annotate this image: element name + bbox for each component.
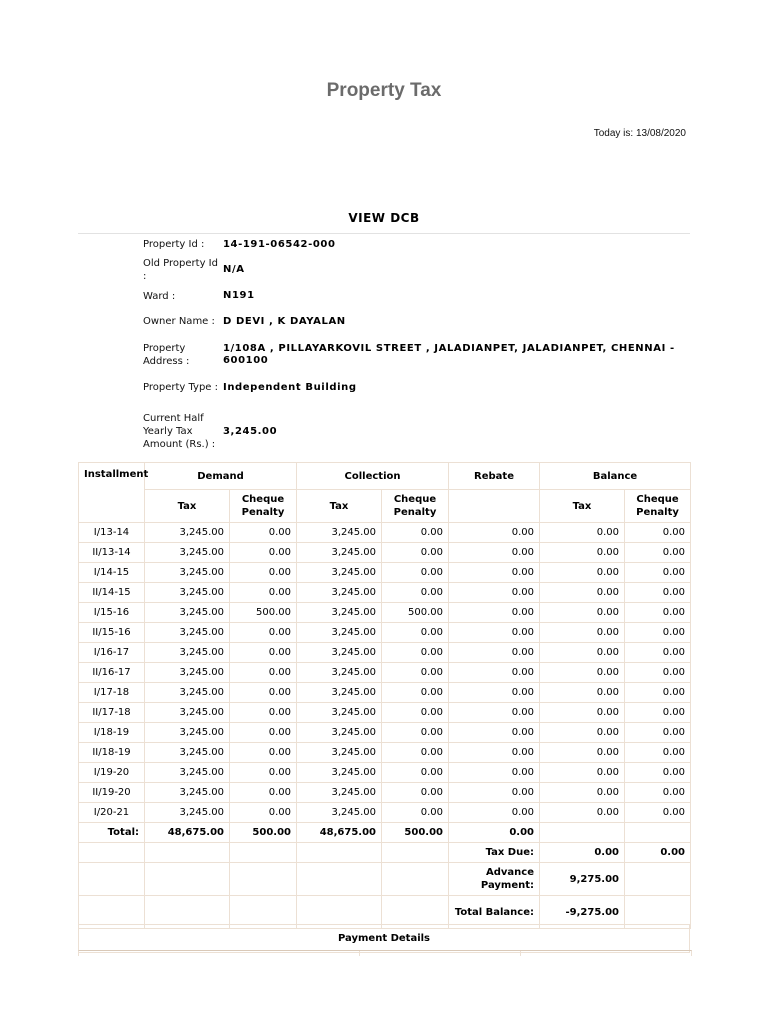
- info-value: Independent Building: [223, 381, 357, 393]
- cell-installment: II/19-20: [79, 783, 145, 803]
- cell-collection-penalty: 0.00: [382, 723, 449, 743]
- cell-installment: I/18-19: [79, 723, 145, 743]
- cell-demand-penalty: 0.00: [230, 623, 297, 643]
- table-row: [79, 783, 691, 803]
- header-demand-cheque-penalty: Cheque Penalty: [230, 490, 297, 523]
- header-demand-tax: Tax: [145, 490, 230, 523]
- header-rebate: Rebate: [449, 463, 540, 490]
- header-rebate-blank: [449, 490, 540, 523]
- info-row-property-address: [143, 338, 689, 371]
- cell-balance-penalty: 0.00: [625, 683, 691, 703]
- header-balance: Balance: [540, 463, 691, 490]
- cell-demand-penalty: 0.00: [230, 583, 297, 603]
- cell-rebate: 0.00: [449, 683, 540, 703]
- cell-rebate: 0.00: [449, 723, 540, 743]
- cell-demand-penalty: 0.00: [230, 543, 297, 563]
- header-collection-cheque-penalty: Cheque Penalty: [382, 490, 449, 523]
- empty-cell: [625, 863, 691, 896]
- empty-cell: [145, 843, 230, 863]
- cell-rebate: 0.00: [449, 783, 540, 803]
- cell-collection-penalty: 0.00: [382, 663, 449, 683]
- cell-demand-penalty: 0.00: [230, 723, 297, 743]
- cell-balance-penalty: 0.00: [625, 623, 691, 643]
- page-title: Property Tax: [326, 80, 442, 101]
- cell-balance-penalty: 0.00: [625, 563, 691, 583]
- cell-demand-tax: 3,245.00: [145, 663, 230, 683]
- cell-collection-penalty: 0.00: [382, 523, 449, 543]
- total-row: [79, 823, 691, 843]
- cell-collection-tax: 3,245.00: [297, 563, 382, 583]
- cell-balance-tax: 0.00: [540, 743, 625, 763]
- header-installment: Installment: [79, 463, 145, 523]
- cell-installment: I/16-17: [79, 643, 145, 663]
- empty-cell: [79, 863, 145, 896]
- table-row: [79, 723, 691, 743]
- cell-collection-penalty: 0.00: [382, 543, 449, 563]
- cell-balance-tax: 0.00: [540, 663, 625, 683]
- column-divider: [520, 951, 521, 956]
- cell-balance-penalty: 0.00: [625, 703, 691, 723]
- info-row-property-id: [143, 236, 689, 253]
- cell-collection-penalty: 0.00: [382, 683, 449, 703]
- cell-collection-tax: 3,245.00: [297, 663, 382, 683]
- cell-balance-penalty: 0.00: [625, 603, 691, 623]
- info-label: Current Half Yearly Tax Amount (Rs.) :: [143, 413, 216, 450]
- cell-demand-tax: 3,245.00: [145, 763, 230, 783]
- cell-installment: I/15-16: [79, 603, 145, 623]
- cell-balance-penalty: 0.00: [625, 803, 691, 823]
- cell-demand-penalty: 0.00: [230, 643, 297, 663]
- cell-collection-tax: 3,245.00: [297, 523, 382, 543]
- empty-cell: [540, 823, 625, 843]
- cell-balance-tax: 0.00: [540, 583, 625, 603]
- header-collection: Collection: [297, 463, 449, 490]
- cell-demand-penalty: 0.00: [230, 763, 297, 783]
- today-date: Today is: 13/08/2020: [593, 128, 686, 139]
- cell-balance-tax: 0.00: [540, 763, 625, 783]
- cell-demand-tax: 3,245.00: [145, 603, 230, 623]
- cell-rebate: 0.00: [449, 703, 540, 723]
- cell-collection-tax: 3,245.00: [297, 703, 382, 723]
- cell-demand-tax: 3,245.00: [145, 623, 230, 643]
- cell-rebate: 0.00: [449, 563, 540, 583]
- cell-collection-penalty: 0.00: [382, 643, 449, 663]
- info-row-half-yearly-tax: [143, 404, 689, 459]
- cell-demand-penalty: 0.00: [230, 663, 297, 683]
- divider: [78, 233, 690, 234]
- cell-balance-tax: 0.00: [540, 683, 625, 703]
- info-label: Old Property Id :: [143, 258, 218, 282]
- tax-due-penalty: 0.00: [625, 843, 691, 863]
- info-value: N/A: [223, 264, 245, 275]
- cell-demand-penalty: 0.00: [230, 743, 297, 763]
- header-balance-tax: Tax: [540, 490, 625, 523]
- info-row-property-type: [143, 371, 689, 404]
- section-title: VIEW DCB: [348, 211, 420, 225]
- cell-demand-tax: 3,245.00: [145, 583, 230, 603]
- cell-demand-penalty: 0.00: [230, 703, 297, 723]
- cell-installment: II/17-18: [79, 703, 145, 723]
- empty-cell: [145, 863, 230, 896]
- empty-cell: [230, 863, 297, 896]
- cell-balance-penalty: 0.00: [625, 763, 691, 783]
- cell-collection-tax: 3,245.00: [297, 763, 382, 783]
- empty-cell: [297, 843, 382, 863]
- total-collection-tax: 48,675.00: [297, 823, 382, 843]
- cell-balance-tax: 0.00: [540, 543, 625, 563]
- table-row: [79, 683, 691, 703]
- header-demand: Demand: [145, 463, 297, 490]
- cell-balance-tax: 0.00: [540, 523, 625, 543]
- payment-details-table: [78, 924, 690, 953]
- cell-demand-penalty: 0.00: [230, 783, 297, 803]
- cell-installment: II/15-16: [79, 623, 145, 643]
- cell-demand-tax: 3,245.00: [145, 563, 230, 583]
- info-value: 14-191-06542-000: [223, 238, 336, 250]
- cell-balance-tax: 0.00: [540, 563, 625, 583]
- column-divider: [359, 951, 360, 956]
- cell-collection-penalty: 500.00: [382, 603, 449, 623]
- table-row: [79, 543, 691, 563]
- cell-rebate: 0.00: [449, 583, 540, 603]
- property-info: [143, 236, 689, 459]
- cell-demand-penalty: 0.00: [230, 803, 297, 823]
- empty-cell: [382, 863, 449, 896]
- header-balance-cheque-penalty: Cheque Penalty: [625, 490, 691, 523]
- cell-balance-tax: 0.00: [540, 723, 625, 743]
- table-row: [79, 763, 691, 783]
- payment-details-header-rule: [78, 950, 692, 956]
- cell-balance-penalty: 0.00: [625, 583, 691, 603]
- empty-cell: [230, 843, 297, 863]
- cell-demand-tax: 3,245.00: [145, 683, 230, 703]
- cell-collection-tax: 3,245.00: [297, 783, 382, 803]
- cell-collection-penalty: 0.00: [382, 703, 449, 723]
- header-collection-tax: Tax: [297, 490, 382, 523]
- table-row: [79, 643, 691, 663]
- empty-cell: [297, 863, 382, 896]
- cell-collection-penalty: 0.00: [382, 763, 449, 783]
- cell-collection-tax: 3,245.00: [297, 543, 382, 563]
- cell-demand-penalty: 0.00: [230, 563, 297, 583]
- cell-installment: I/17-18: [79, 683, 145, 703]
- cell-balance-tax: 0.00: [540, 703, 625, 723]
- cell-collection-penalty: 0.00: [382, 563, 449, 583]
- total-balance-value: -9,275.00: [540, 896, 625, 929]
- cell-balance-tax: 0.00: [540, 643, 625, 663]
- cell-balance-tax: 0.00: [540, 783, 625, 803]
- info-value: D DEVI , K DAYALAN: [223, 315, 346, 327]
- cell-rebate: 0.00: [449, 663, 540, 683]
- info-row-ward: [143, 287, 689, 305]
- cell-rebate: 0.00: [449, 803, 540, 823]
- cell-collection-penalty: 0.00: [382, 783, 449, 803]
- cell-balance-penalty: 0.00: [625, 743, 691, 763]
- cell-rebate: 0.00: [449, 603, 540, 623]
- info-value: 3,245.00: [223, 425, 278, 437]
- cell-balance-penalty: 0.00: [625, 523, 691, 543]
- cell-balance-penalty: 0.00: [625, 783, 691, 803]
- table-row: [79, 803, 691, 823]
- info-label: Property Id :: [143, 239, 205, 250]
- tax-due-label: Tax Due:: [449, 843, 540, 863]
- info-label: Property Address :: [143, 342, 190, 367]
- cell-balance-penalty: 0.00: [625, 543, 691, 563]
- cell-installment: II/16-17: [79, 663, 145, 683]
- tax-due-tax: 0.00: [540, 843, 625, 863]
- cell-rebate: 0.00: [449, 643, 540, 663]
- total-demand-penalty: 500.00: [230, 823, 297, 843]
- info-value: N191: [223, 290, 255, 301]
- cell-demand-penalty: 0.00: [230, 523, 297, 543]
- cell-demand-tax: 3,245.00: [145, 783, 230, 803]
- payment-details-title: Payment Details: [79, 925, 690, 953]
- cell-installment: I/14-15: [79, 563, 145, 583]
- cell-balance-tax: 0.00: [540, 603, 625, 623]
- table-row: [79, 563, 691, 583]
- cell-installment: I/19-20: [79, 763, 145, 783]
- cell-collection-tax: 3,245.00: [297, 643, 382, 663]
- cell-rebate: 0.00: [449, 523, 540, 543]
- cell-collection-tax: 3,245.00: [297, 803, 382, 823]
- cell-balance-penalty: 0.00: [625, 723, 691, 743]
- tax-due-row: [79, 843, 691, 863]
- info-row-old-property-id: [143, 253, 689, 287]
- advance-payment-label: Advance Payment:: [449, 863, 540, 896]
- cell-installment: I/20-21: [79, 803, 145, 823]
- total-collection-penalty: 500.00: [382, 823, 449, 843]
- dcb-table: [78, 462, 691, 929]
- total-label: Total:: [79, 823, 145, 843]
- cell-demand-tax: 3,245.00: [145, 643, 230, 663]
- cell-rebate: 0.00: [449, 743, 540, 763]
- cell-installment: II/13-14: [79, 543, 145, 563]
- total-demand-tax: 48,675.00: [145, 823, 230, 843]
- cell-demand-tax: 3,245.00: [145, 523, 230, 543]
- table-row: [79, 663, 691, 683]
- cell-rebate: 0.00: [449, 623, 540, 643]
- table-row: [79, 703, 691, 723]
- advance-payment-value: 9,275.00: [540, 863, 625, 896]
- cell-balance-tax: 0.00: [540, 803, 625, 823]
- total-balance-label: Total Balance:: [449, 896, 540, 929]
- cell-balance-penalty: 0.00: [625, 643, 691, 663]
- cell-demand-penalty: 0.00: [230, 683, 297, 703]
- info-label: Owner Name :: [143, 316, 215, 327]
- info-label: Property Type :: [143, 382, 219, 393]
- cell-collection-tax: 3,245.00: [297, 743, 382, 763]
- cell-collection-tax: 3,245.00: [297, 583, 382, 603]
- cell-demand-tax: 3,245.00: [145, 803, 230, 823]
- empty-cell: [79, 843, 145, 863]
- info-row-owner-name: [143, 305, 689, 338]
- table-row: [79, 743, 691, 763]
- cell-rebate: 0.00: [449, 543, 540, 563]
- advance-payment-row: [79, 863, 691, 896]
- cell-demand-tax: 3,245.00: [145, 723, 230, 743]
- cell-collection-penalty: 0.00: [382, 623, 449, 643]
- cell-installment: II/18-19: [79, 743, 145, 763]
- cell-demand-penalty: 500.00: [230, 603, 297, 623]
- total-rebate: 0.00: [449, 823, 540, 843]
- table-row: [79, 603, 691, 623]
- cell-collection-penalty: 0.00: [382, 583, 449, 603]
- info-label: Ward :: [143, 290, 176, 302]
- table-row: [79, 583, 691, 603]
- cell-collection-tax: 3,245.00: [297, 603, 382, 623]
- cell-installment: II/14-15: [79, 583, 145, 603]
- cell-collection-tax: 3,245.00: [297, 683, 382, 703]
- empty-cell: [625, 823, 691, 843]
- cell-balance-tax: 0.00: [540, 623, 625, 643]
- cell-demand-tax: 3,245.00: [145, 743, 230, 763]
- cell-balance-penalty: 0.00: [625, 663, 691, 683]
- cell-rebate: 0.00: [449, 763, 540, 783]
- table-row: [79, 523, 691, 543]
- info-value: 1/108A , PILLAYARKOVIL STREET , JALADIANPET, JALADIANPET, CHENNAI - 600100: [223, 342, 675, 366]
- empty-cell: [382, 843, 449, 863]
- cell-collection-tax: 3,245.00: [297, 723, 382, 743]
- cell-collection-penalty: 0.00: [382, 803, 449, 823]
- table-row: [79, 623, 691, 643]
- cell-demand-tax: 3,245.00: [145, 703, 230, 723]
- cell-demand-tax: 3,245.00: [145, 543, 230, 563]
- cell-collection-tax: 3,245.00: [297, 623, 382, 643]
- cell-installment: I/13-14: [79, 523, 145, 543]
- cell-collection-penalty: 0.00: [382, 743, 449, 763]
